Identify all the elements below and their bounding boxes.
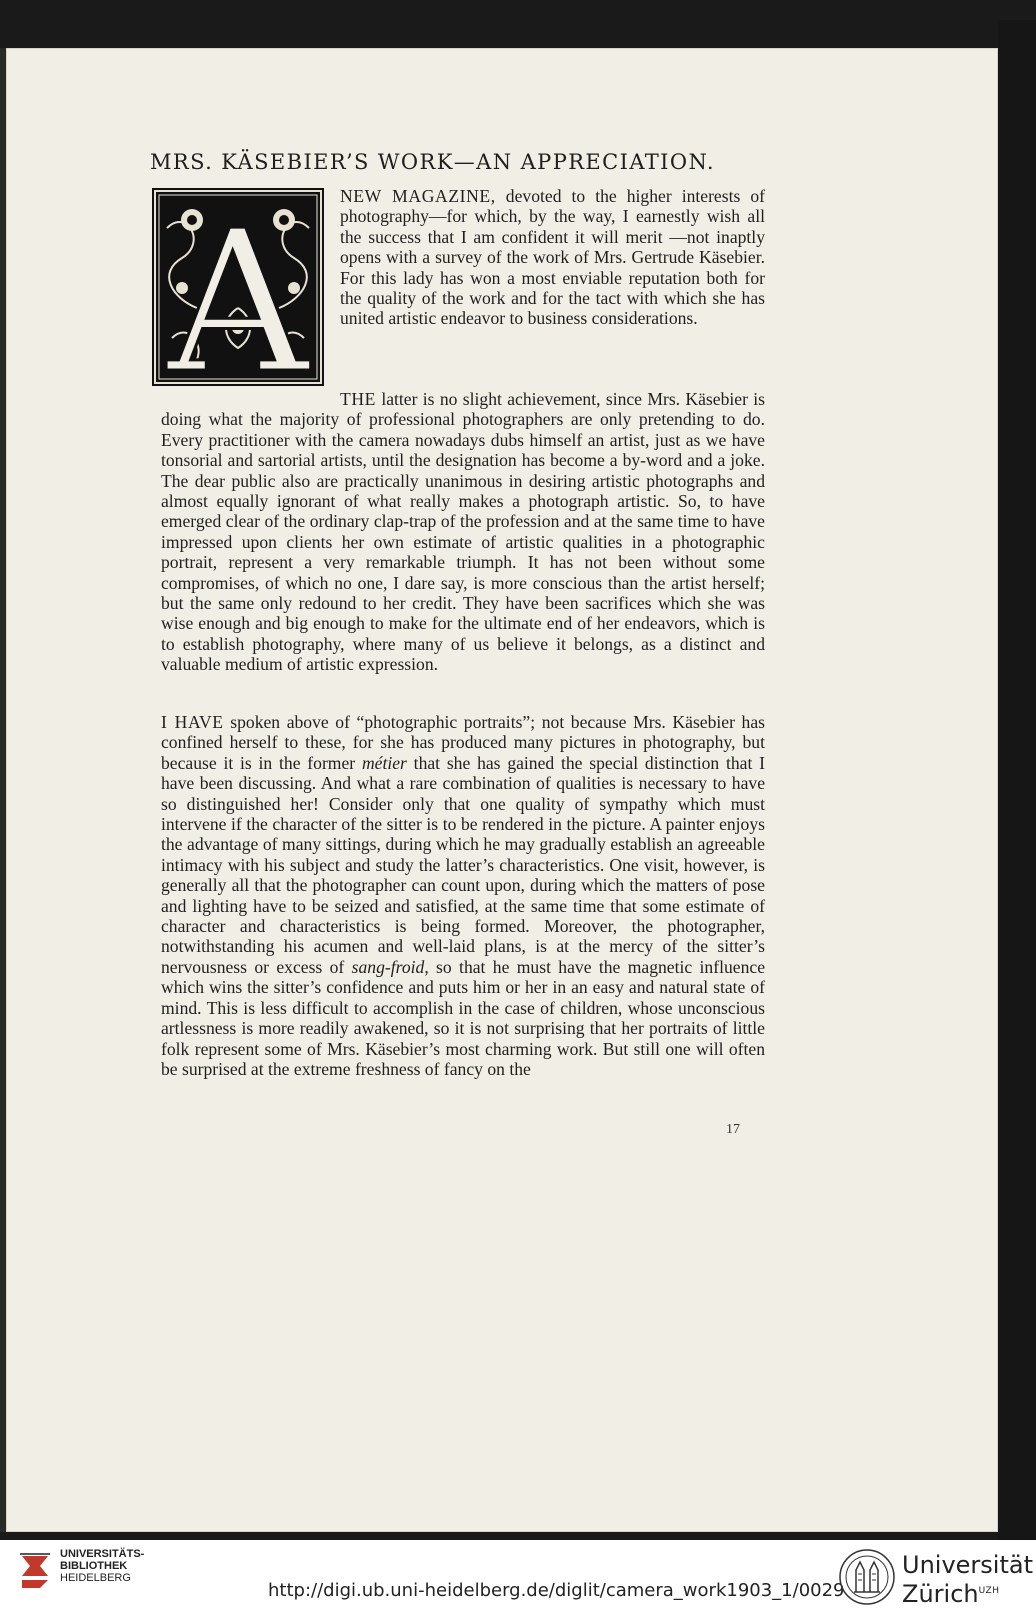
paragraph-3-text-a: spoken above of “photographic portraits”; not because Mrs. Käsebier has confined herself to these, for she has produced many pictures in photography, but because it is in the former (161, 712, 766, 773)
ornamental-dropcap-a (152, 188, 324, 386)
paragraph-3-italic-metier: métier (361, 752, 407, 773)
permalink-url[interactable]: http://digi.ub.uni-heidelberg.de/diglit/camera_work1903_1/0029 (268, 1580, 845, 1601)
paragraph-3-lead: I HAVE (161, 712, 224, 732)
uzh-seal-icon[interactable] (838, 1548, 896, 1610)
paragraph-2 (161, 389, 765, 675)
viewer-footer (0, 1540, 1036, 1616)
page-edge-right (998, 20, 1036, 1540)
dropcap-ornament-icon (152, 188, 324, 386)
paragraph-2-lead: THE (340, 389, 376, 409)
paragraph-3-text-c: , so that he must have the magnetic influence which wins the sitter’s confidence and puts him or her in an easy and natural state of mind. This is less difficult to accomplish in the case of children, whose unconscious artlessness is more readily awakened, so it is not surprising that her portraits of little folk represent some of Mrs. Käsebier’s most charming work. But still one will often be surprised at the extreme freshness of fancy on the (161, 956, 766, 1079)
uzh-seal-graphic (838, 1548, 896, 1606)
paragraph-2-text: latter is no slight achievement, since Mrs. Käsebier is doing what the majority of professional photographers are only pretending to do. Every practitioner with the camera nowadays dubs himself an artist, just as we have tonsorial and sartorial artists, until the designation has become a by-word and a joke. The dear public also are practically unanimous in desiring artistic photographs and almost equally ignorant of what really makes a photograph artistic. So, to have emerged clear of the ordinary clap-trap of the profession and at the same time to have impressed upon clients her own estimate of artistic qualities in a photographic portrait, represent a very remarkable triumph. It has not been without some compromises, of which no one, I dare say, is more conscious than the artist herself; but the same only redound to her credit. They have been sacrifices which she was wise enough and big enough to make for the ultimate end of her endeavors, which is to establish photography, where many of us believe it belongs, as a distinct and valuable medium of artistic expression. (161, 389, 765, 675)
uzh-city: Zürich (902, 1580, 979, 1608)
uzh-name (902, 1552, 1033, 1607)
uzh-abbr: UZH (978, 1586, 1000, 1596)
article-title: MRS. KÄSEBIER’S WORK—AN APPRECIATION. (150, 150, 715, 174)
uzh-name-line-1: Universität (902, 1551, 1033, 1579)
dropcap-letter: A (167, 189, 309, 386)
paragraph-1-text: devoted to the higher interests of photography—for which, by the way, I earnestly wish all the success that I am confident it will merit —not inaptly opens with a survey of the work of Mrs. Gertrude Käsebier. For this lady has won a most enviable reputation both for the quality of the work and for the tact with which she has united artistic endeavor to business considerations. (340, 186, 766, 329)
paragraph-3-italic-sangfroid: sang-froid (351, 956, 425, 977)
library-line-1: UNIVERSITÄTS- (60, 1548, 145, 1560)
library-line-3: HEIDELBERG (60, 1572, 131, 1584)
page-number: 17 (726, 1122, 740, 1137)
library-logo-icon (18, 1550, 54, 1594)
paragraph-1 (340, 186, 765, 329)
paragraph-3 (161, 712, 765, 1079)
ub-heidelberg-logo[interactable] (18, 1550, 54, 1598)
library-line-2: BIBLIOTHEK (60, 1560, 128, 1572)
paragraph-1-lead: NEW MAGAZINE, (340, 186, 496, 206)
library-name (60, 1548, 144, 1584)
paragraph-3-text-b: that she has gained the special distinction that I have been discussing. And what a rare combination of qualities is necessary to have so distinguished her! Consider only that one quality of sympathy which must intervene if the character of the sitter is to be rendered in the picture. A painter enjoys the advantage of many sittings, during which he may gradually establish an agreeable intimacy with his subject and study the latter’s characteristics. One visit, however, is generally all that the photographer can count upon, during which the matters of pose and lighting have to be seized and satisfied, at the same time that some estimate of character and characteristics is being formed. Moreover, the photographer, notwithstanding his acumen and well-laid plans, is at the mercy of the sitter’s nervousness or excess of (161, 752, 765, 977)
